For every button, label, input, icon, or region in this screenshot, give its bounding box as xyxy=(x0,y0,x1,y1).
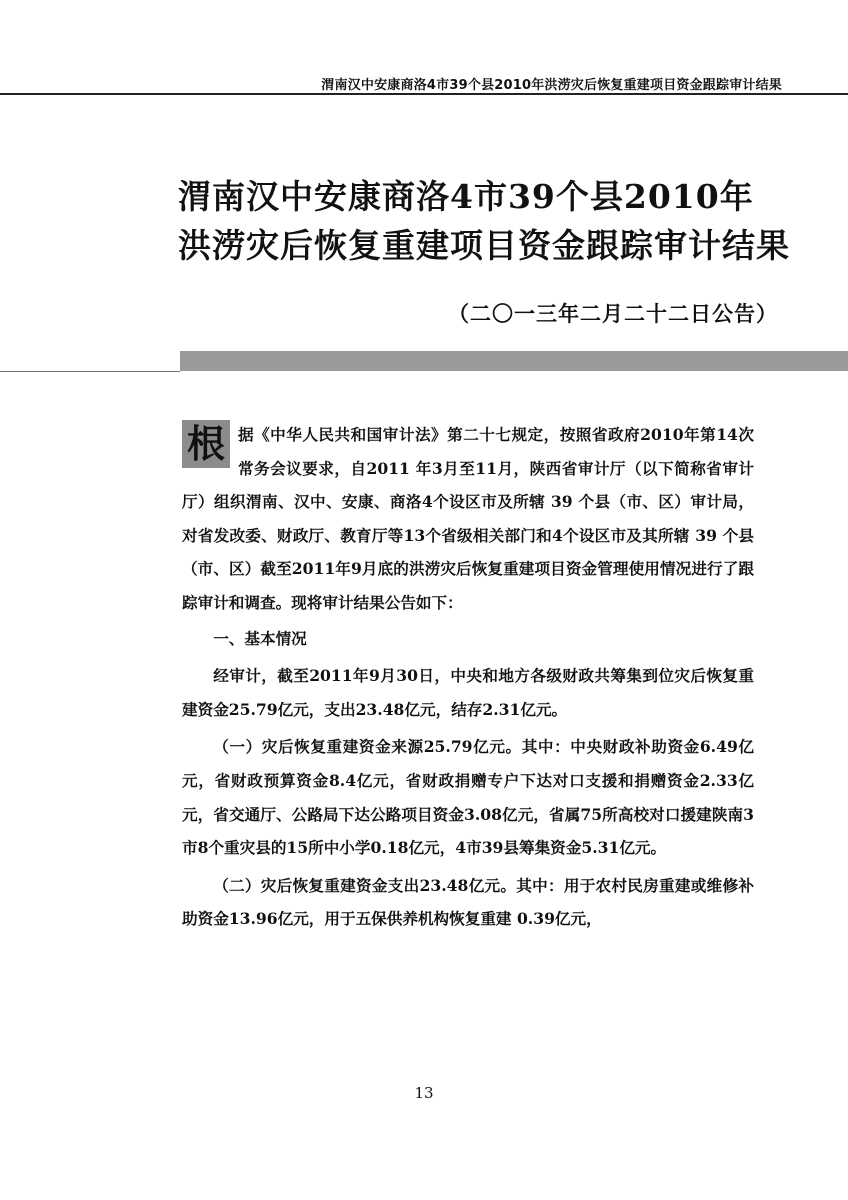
title-line-2: 洪涝灾后恢复重建项目资金跟踪审计结果 xyxy=(178,226,790,265)
body-text xyxy=(182,418,754,936)
page-number: 13 xyxy=(414,1084,434,1102)
announcement-date: （二〇一三年二月二十二日公告） xyxy=(448,302,778,326)
document-title xyxy=(178,172,790,270)
decorative-band xyxy=(180,351,848,371)
decorative-line xyxy=(0,371,180,372)
intro-paragraph xyxy=(182,418,754,620)
intro-text: 据《中华人民共和国审计法》第二十七规定，按照省政府2010年第14次常务会议要求，自2011 年3月至11月，陕西省审计厅（以下简称省审计厅）组织渭南、汉中、安康、商洛4个设区市及所辖 39 个县（市、区）审计局，对省发改委、财政厅、教育厅等13个省级相关部门和4个设区市及其所辖 39 个县（市、区）截至2011年9月底的洪涝灾后恢复重建项目资金管理使用情况进行了跟踪审计和调查。现将审计结果公告如下： xyxy=(182,425,754,612)
running-header-text: 渭南汉中安康商洛4市39个县2010年洪涝灾后恢复重建项目资金跟踪审计结果 xyxy=(321,78,782,93)
paragraph-3: （二）灾后恢复重建资金支出23.48亿元。其中：用于农村民房重建或维修补助资金13.96亿元，用于五保供养机构恢复重建 0.39亿元， xyxy=(182,875,754,929)
paragraph-2: （一）灾后恢复重建资金来源25.79亿元。其中：中央财政补助资金6.49亿元，省财政预算资金8.4亿元，省财政捐赠专户下达对口支援和捐赠资金2.33亿元，省交通厅、公路局下达公路项目资金3.08亿元，省属75所高校对口援建陕南3市8个重灾县的15所中小学0.18亿元，4市39县筹集资金5.31亿元。 xyxy=(182,737,754,858)
paragraph-1: 经审计，截至2011年9月30日，中央和地方各级财政共筹集到位灾后恢复重建资金25.79亿元，支出23.48亿元，结存2.31亿元。 xyxy=(182,666,754,719)
section-heading: 一、基本情况 xyxy=(213,628,307,648)
running-header xyxy=(0,0,848,96)
title-line-1: 渭南汉中安康商洛4市39个县2010年 xyxy=(178,177,754,216)
drop-cap: 根 xyxy=(182,420,230,468)
header-rule xyxy=(0,93,848,95)
